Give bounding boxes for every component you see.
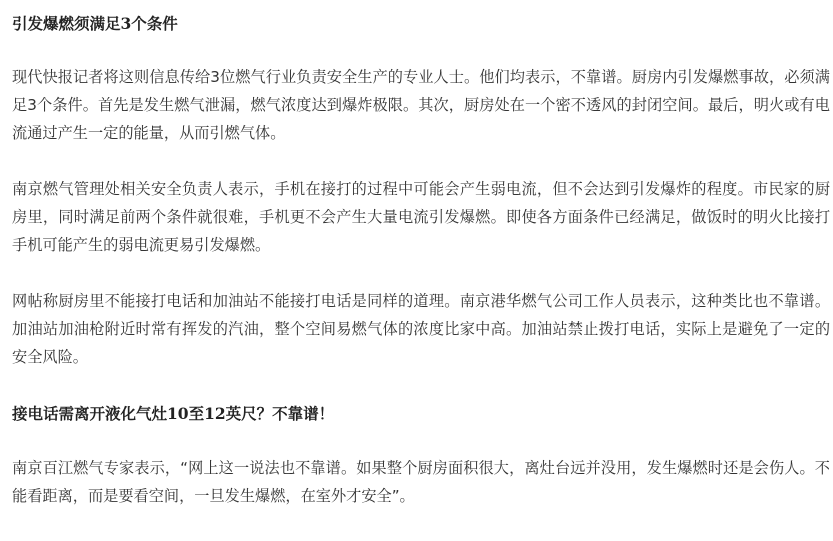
paragraph-expert-opinion: 现代快报记者将这则信息传给3位燃气行业负责安全生产的专业人士。他们均表示，不靠谱。厨房内引发爆燃事故，必须满足3个条件。首先是发生燃气泄漏，燃气浓度达到爆炸极限。其次，厨房处在一个密不透风的封闭空间。最后，明火或有电流通过产生一定的能量，从而引燃气体。 bbox=[12, 68, 830, 142]
paragraph-nanjing-gas-management: 南京燃气管理处相关安全负责人表示，手机在接打的过程中可能会产生弱电流，但不会达到引发爆炸的程度。市民家的厨房里，同时满足前两个条件就很难，手机更不会产生大量电流引发爆燃。即使各方面条件已经满足，做饭时的明火比接打手机可能产生的弱电流更易引发爆燃。 bbox=[12, 180, 830, 254]
paragraph-baijiang-expert: 南京百江燃气专家表示，“网上这一说法也不靠谱。如果整个厨房面积很大，离灶台远并没用，发生爆燃时还是会伤人。不能看距离，而是要看空间，一旦发生爆燃，在室外才安全”。 bbox=[12, 459, 830, 505]
section-heading-distance: 接电话需离开液化气灶10至12英尺？不靠谱！ bbox=[12, 404, 335, 423]
section-heading-conditions: 引发爆燃须满足3个条件 bbox=[12, 14, 178, 33]
paragraph-gas-station-analogy: 网帖称厨房里不能接打电话和加油站不能接打电话是同样的道理。南京港华燃气公司工作人员表示，这种类比也不靠谱。加油站加油枪附近时常有挥发的汽油，整个空间易燃气体的浓度比家中高。加油站禁止拨打电话，实际上是避免了一定的安全风险。 bbox=[12, 292, 830, 366]
